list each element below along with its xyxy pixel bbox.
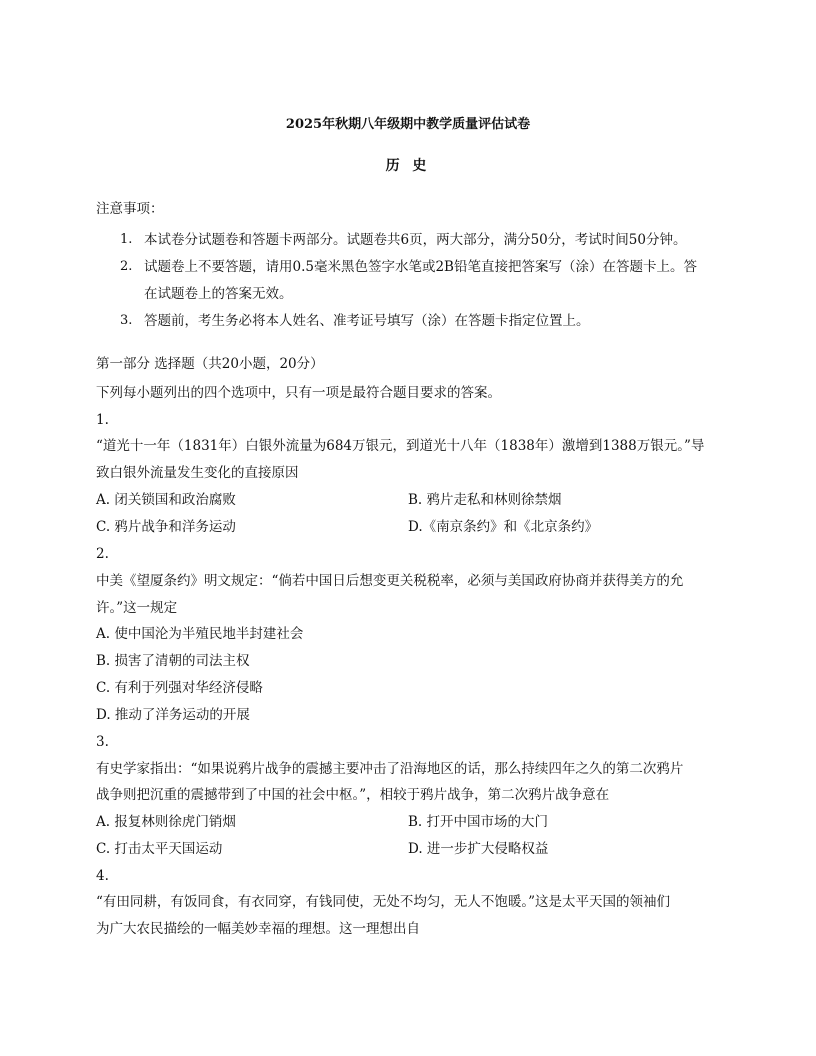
- question-stem: “有田同耕，有饭同食，有衣同穿，有钱同使，无处不均匀，无人不饱暖。”这是太平天国的领袖们: [96, 894, 671, 910]
- exam-title: 2025年秋期八年级期中教学质量评估试卷: [285, 117, 531, 132]
- note-text: 答题前，考生务必将本人姓名、准考证号填写（涂）在答题卡指定位置上。: [144, 313, 590, 329]
- section-heading: 第一部分 选择题（共20小题，20分）: [96, 356, 324, 372]
- option-b: B. 打开中国市场的大门: [408, 814, 549, 830]
- question-number: 1.: [96, 412, 109, 428]
- section-instruction: 下列每小题列出的四个选项中，只有一项是最符合题目要求的答案。: [96, 385, 501, 401]
- question-stem: “道光十一年（1831年）白银外流量为684万银元，到道光十八年（1838年）激增到1388万银元。”导: [96, 438, 705, 454]
- option-c: C. 鸦片战争和洋务运动: [96, 519, 236, 535]
- option-a: A. 闭关锁国和政治腐败: [96, 492, 236, 508]
- question-stem: 为广大农民描绘的一幅美妙幸福的理想。这一理想出自: [96, 921, 420, 937]
- option-c: C. 打击太平天国运动: [96, 841, 223, 857]
- question-stem: 许。”这一规定: [96, 600, 178, 616]
- question-number: 3.: [96, 734, 109, 750]
- question-number: 2.: [96, 546, 109, 562]
- question-stem: 有史学家指出：“如果说鸦片战争的震撼主要冲击了沿海地区的话，那么持续四年之久的第二次鸦片: [96, 761, 684, 777]
- option-d: D. 进一步扩大侵略权益: [408, 841, 549, 857]
- option-a: A. 使中国沦为半殖民地半封建社会: [96, 626, 304, 642]
- option-a: A. 报复林则徐虎门销烟: [96, 814, 236, 830]
- notes-heading: 注意事项：: [96, 201, 164, 217]
- note-number: 1.: [120, 232, 133, 247]
- subject-title: 历 史: [385, 158, 431, 174]
- question-stem: 中美《望厦条约》明文规定：“倘若中国日后想变更关税税率，必须与美国政府协商并获得美方的允: [96, 573, 684, 589]
- note-text: 本试卷分试题卷和答题卡两部分。试题卷共6页，两大部分，满分50分，考试时间50分钟。: [144, 232, 687, 248]
- option-d: D.《南京条约》和《北京条约》: [408, 519, 599, 535]
- note-text: 试题卷上不要答题，请用0.5毫米黑色签字水笔或2B铅笔直接把答案写（涂）在答题卡上。答: [144, 259, 697, 275]
- option-c: C. 有利于列强对华经济侵略: [96, 680, 263, 696]
- option-b: B. 损害了清朝的司法主权: [96, 653, 250, 669]
- note-number: 3.: [120, 313, 133, 328]
- option-b: B. 鸦片走私和林则徐禁烟: [408, 492, 562, 508]
- note-text-continued: 在试题卷上的答案无效。: [144, 286, 293, 302]
- note-number: 2.: [120, 259, 133, 274]
- question-stem: 战争则把沉重的震撼带到了中国的社会中枢。”，相较于鸦片战争，第二次鸦片战争意在: [96, 787, 610, 803]
- question-number: 4.: [96, 868, 109, 884]
- option-d: D. 推动了洋务运动的开展: [96, 707, 250, 723]
- question-stem: 致白银外流量发生变化的直接原因: [96, 465, 299, 481]
